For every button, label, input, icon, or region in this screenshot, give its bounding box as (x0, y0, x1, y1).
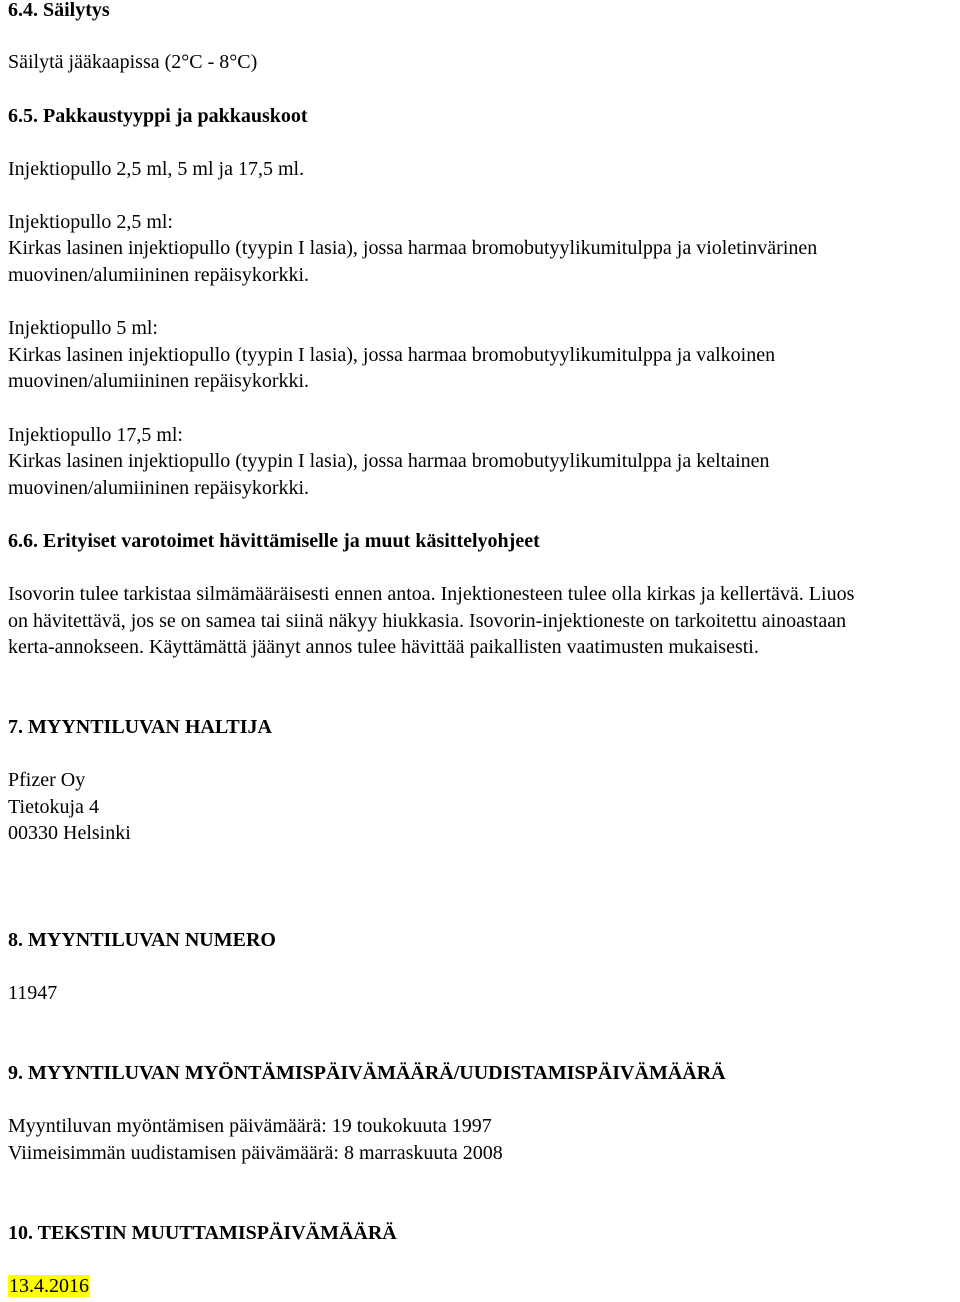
section-9-heading: 9. MYYNTILUVAN MYÖNTÄMISPÄIVÄMÄÄRÄ/UUDISTAMISPÄIVÄMÄÄRÄ (8, 1062, 726, 1084)
vial2-line2: muovinen/alumiininen repäisykorkki. (8, 370, 310, 392)
vial3-line1: Kirkas lasinen injektiopullo (tyypin I lasia), jossa harmaa bromobutyylikumitulppa ja keltainen (8, 450, 770, 472)
handling-line2: on hävitettävä, jos se on samea tai siinä näkyy hiukkasia. Isovorin-injektioneste on tarkoitettu ainoastaan (8, 610, 847, 632)
holder-company: Pfizer Oy (8, 769, 86, 791)
vial2-title: Injektiopullo 5 ml: (8, 317, 158, 339)
section-10-heading: 10. TEKSTIN MUUTTAMISPÄIVÄMÄÄRÄ (8, 1222, 397, 1244)
renewed-date: Viimeisimmän uudistamisen päivämäärä: 8 marraskuuta 2008 (8, 1142, 503, 1164)
storage-text: Säilytä jääkaapissa (2°C - 8°C) (8, 51, 258, 73)
handling-line1: Isovorin tulee tarkistaa silmämääräisesti ennen antoa. Injektionesteen tulee olla kirkas ja kellertävä. Liuos (8, 583, 855, 605)
vial2-line1: Kirkas lasinen injektiopullo (tyypin I lasia), jossa harmaa bromobutyylikumitulppa ja valkoinen (8, 344, 776, 366)
vial1-line1: Kirkas lasinen injektiopullo (tyypin I lasia), jossa harmaa bromobutyylikumitulppa ja violetinvärinen (8, 237, 818, 259)
revision-date: 13.4.2016 (9, 1275, 89, 1297)
holder-city: 00330 Helsinki (8, 822, 131, 844)
granted-date: Myyntiluvan myöntämisen päivämäärä: 19 toukokuuta 1997 (8, 1115, 492, 1137)
section-8-heading: 8. MYYNTILUVAN NUMERO (8, 929, 276, 951)
vial1-line2: muovinen/alumiininen repäisykorkki. (8, 264, 310, 286)
vial3-title: Injektiopullo 17,5 ml: (8, 424, 183, 446)
authorisation-number: 11947 (8, 982, 58, 1004)
vial1-title: Injektiopullo 2,5 ml: (8, 211, 173, 233)
package-sizes-text: Injektiopullo 2,5 ml, 5 ml ja 17,5 ml. (8, 158, 305, 180)
revision-date-line (8, 1273, 90, 1299)
holder-street: Tietokuja 4 (8, 796, 99, 818)
section-6-5-heading: 6.5. Pakkaustyyppi ja pakkauskoot (8, 105, 308, 127)
section-7-heading: 7. MYYNTILUVAN HALTIJA (8, 716, 272, 738)
section-6-6-heading: 6.6. Erityiset varotoimet hävittämiselle ja muut käsittelyohjeet (8, 530, 540, 552)
handling-line3: kerta-annokseen. Käyttämättä jäänyt annos tulee hävittää paikallisten vaatimusten mukaisesti. (8, 636, 759, 658)
vial3-line2: muovinen/alumiininen repäisykorkki. (8, 477, 310, 499)
section-6-4-heading: 6.4. Säilytys (8, 0, 110, 21)
